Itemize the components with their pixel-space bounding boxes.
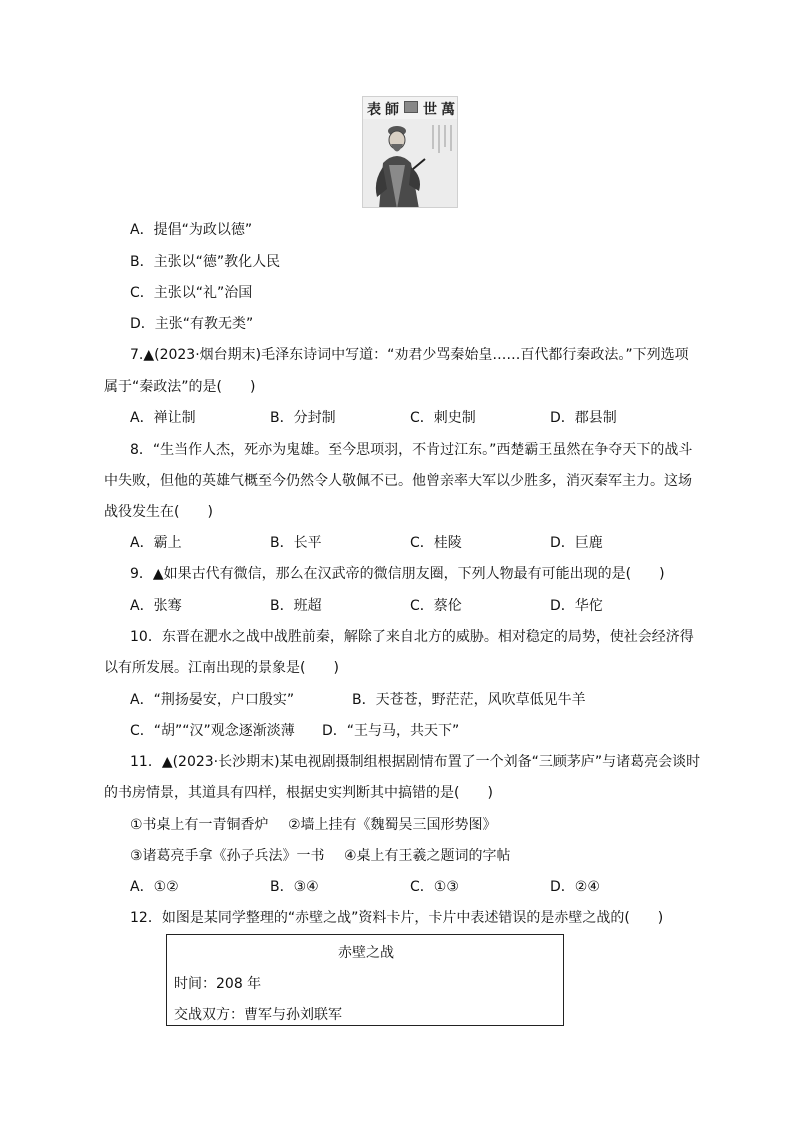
seal-stamp bbox=[404, 101, 418, 113]
q7-option-d: D．郡县制 bbox=[550, 410, 617, 426]
q8-option-a: A．霸上 bbox=[130, 535, 182, 551]
q11-item-1: ①书桌上有一青铜香炉 bbox=[130, 817, 269, 833]
q7-stem-line1: 7.▲(2023·烟台期末)毛泽东诗词中写道：“劝君少骂秦始皇……百代都行秦政法。”下列选项 bbox=[130, 347, 689, 363]
banner-char: 世 bbox=[423, 102, 437, 118]
q10-option-b: B．天苍苍，野茫茫，风吹草低见牛羊 bbox=[352, 692, 586, 708]
q9-option-c: C．蔡伦 bbox=[410, 598, 462, 614]
q6-option-c: C．主张以“礼”治国 bbox=[130, 285, 253, 301]
banner-char: 表 bbox=[367, 102, 381, 118]
q11-item-2: ②墙上挂有《魏蜀吴三国形势图》 bbox=[288, 817, 497, 833]
q11-option-d: D．②④ bbox=[550, 879, 600, 895]
card-time: 时间：208 年 bbox=[174, 976, 262, 992]
q6-option-a: A．提倡“为政以德” bbox=[130, 222, 253, 238]
q11-stem-line2: 的书房情景，其道具有四样，根据史实判断其中搞错的是( ) bbox=[104, 785, 493, 801]
card-title: 赤壁之战 bbox=[338, 945, 394, 961]
q10-option-c: C．“胡”“汉”观念逐渐淡薄 bbox=[130, 723, 295, 739]
q8-stem-line3: 战役发生在( ) bbox=[104, 504, 213, 520]
q7-stem-line2: 属于“秦政法”的是( ) bbox=[104, 379, 256, 395]
q8-option-c: C．桂陵 bbox=[410, 535, 462, 551]
q6-option-b: B．主张以“德”教化人民 bbox=[130, 254, 281, 270]
q8-stem-line2: 中失败，但他的英雄气概至今仍然令人敬佩不已。他曾亲率大军以少胜多，消灭秦军主力。这场 bbox=[104, 473, 692, 489]
banner-char: 萬 bbox=[441, 102, 455, 118]
q11-option-b: B．③④ bbox=[270, 879, 319, 895]
banner-char: 師 bbox=[385, 102, 399, 118]
card-sides: 交战双方：曹军与孙刘联军 bbox=[174, 1007, 342, 1023]
q9-stem-line1: 9．▲如果古代有微信，那么在汉武帝的微信朋友圈，下列人物最有可能出现的是( ) bbox=[130, 566, 665, 582]
q7-option-a: A．禅让制 bbox=[130, 410, 196, 426]
q9-option-b: B．班超 bbox=[270, 598, 322, 614]
q8-option-d: D．巨鹿 bbox=[550, 535, 603, 551]
sage-figure-illustration bbox=[363, 119, 458, 208]
q6-option-d: D．主张“有教无类” bbox=[130, 316, 254, 332]
q8-stem-line1: 8．“生当作人杰，死亦为鬼雄。至今思项羽，不肯过江东。”西楚霸王虽然在争夺天下的战斗 bbox=[130, 442, 693, 458]
q9-option-d: D．华佗 bbox=[550, 598, 603, 614]
chibi-info-card bbox=[166, 934, 564, 1026]
q10-stem-line1: 10．东晋在淝水之战中战胜前秦，解除了来自北方的威胁。相对稳定的局势，使社会经济得 bbox=[130, 629, 694, 645]
q10-stem-line2: 以有所发展。江南出现的景象是( ) bbox=[104, 660, 339, 676]
q7-option-c: C．刺史制 bbox=[410, 410, 476, 426]
q11-stem-line1: 11．▲(2023·长沙期末)某电视剧摄制组根据剧情布置了一个刘备“三顾茅庐”与诸葛亮会谈时 bbox=[130, 754, 701, 770]
q10-option-d: D．“王与马，共天下” bbox=[322, 723, 460, 739]
q7-option-b: B．分封制 bbox=[270, 410, 336, 426]
q11-item-4: ④桌上有王羲之题词的字帖 bbox=[344, 848, 511, 864]
q9-option-a: A．张骞 bbox=[130, 598, 182, 614]
q11-option-c: C．①③ bbox=[410, 879, 459, 895]
q11-item-3: ③诸葛亮手拿《孙子兵法》一书 bbox=[130, 848, 325, 864]
q8-option-b: B．长平 bbox=[270, 535, 322, 551]
confucius-portrait bbox=[362, 96, 458, 208]
q12-stem-line1: 12．如图是某同学整理的“赤壁之战”资料卡片，卡片中表述错误的是赤壁之战的( ) bbox=[130, 910, 664, 926]
q10-option-a: A．“荆扬晏安，户口殷实” bbox=[130, 692, 295, 708]
q11-option-a: A．①② bbox=[130, 879, 179, 895]
